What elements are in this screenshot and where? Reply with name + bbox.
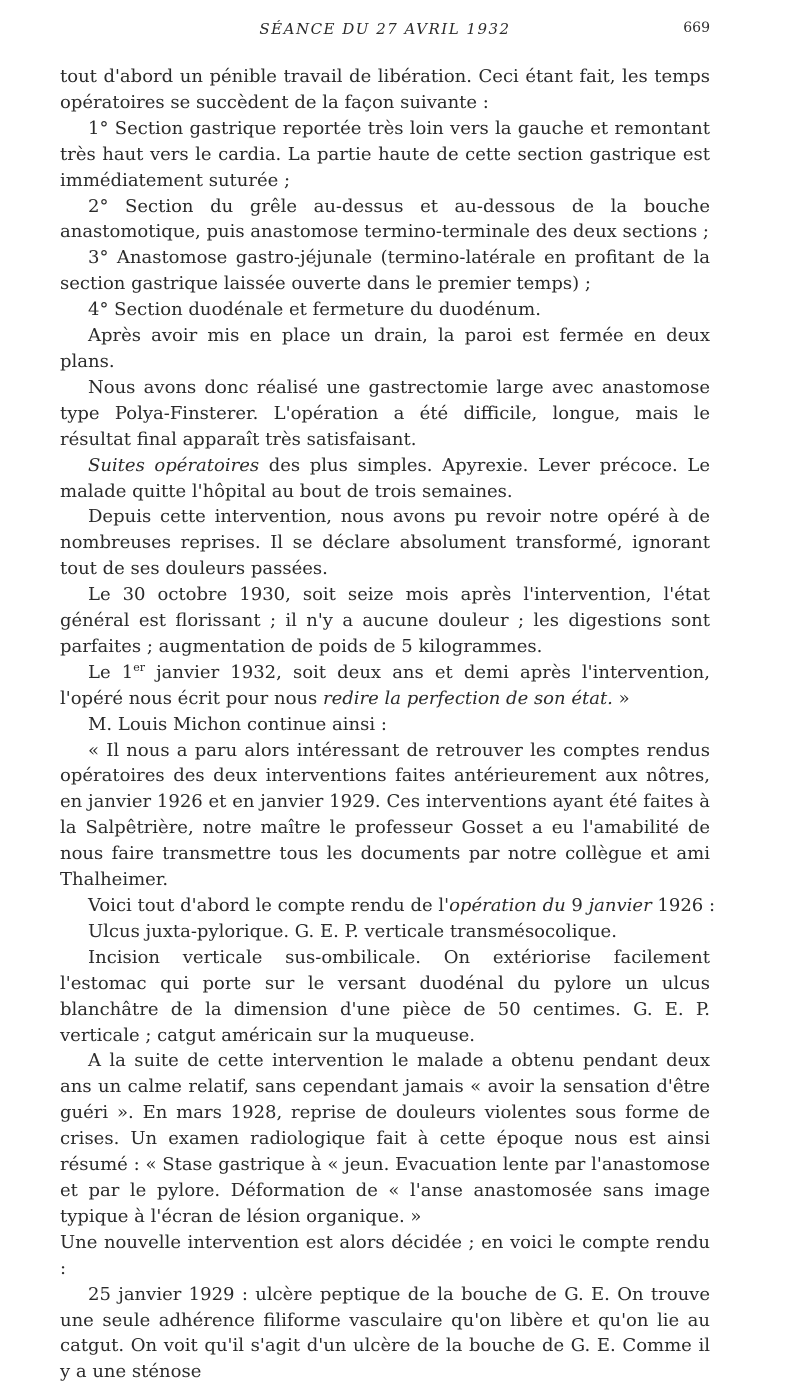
page-header <box>60 20 710 46</box>
paragraph-january-1932 <box>60 660 710 712</box>
paragraph-michon: M. Louis Michon continue ainsi : <box>88 713 387 735</box>
cr-italic: opération du <box>449 895 566 916</box>
paragraph-compte-rendu-1926 <box>60 893 716 919</box>
jan-superscript: er <box>133 660 145 674</box>
paragraph-interest: « Il nous a paru alors intéressant de retrouver les comptes rendus opératoires des deux interventions faites antérieurement aux nôtres, en janvier 1926 et en janvier 1929. Ces interventions ayant été faites à la Salpêtrière, notre maître le professeur Gosset a eu l'amabilité de nous faire transmettre tous les documents par notre collègue et ami Thalheimer. <box>60 739 710 891</box>
paragraph-summary: Nous avons donc réalisé une gastrectomie large avec anastomose type Polya-Finsterer. L'opération a été difficile, longue, mais le résultat final apparaît très satisfaisant. <box>60 376 710 450</box>
paragraph-suites <box>60 453 710 505</box>
jan-italic: redire la perfection de son état. <box>323 687 613 709</box>
paragraph-incision: Incision verticale sus-ombilicale. On extériorise facilement l'estomac qui porte sur le versant duodénal du pylore un ulcus blanchâtre de la dimension d'une pièce de 50 centimes. G. E. P. verticale ; catgut américain sur la muqueuse. <box>60 946 710 1046</box>
paragraph-step-1: 1° Section gastrique reportée très loin vers la gauche et remontant très haut vers le cardia. La partie haute de cette section gastrique est immédiatement suturée ; <box>60 117 710 191</box>
page-number: 669 <box>683 20 710 36</box>
suites-lead: Suites opératoires <box>88 454 260 476</box>
jan-prefix: Le 1 <box>88 661 134 683</box>
paragraph-continuation: tout d'abord un pénible travail de libération. Ceci étant fait, les temps opératoires se succèdent de la façon suivante : <box>60 66 710 113</box>
body-text <box>60 64 716 1385</box>
paragraph-step-2: 2° Section du grêle au-dessus et au-dessous de la bouche anastomotique, puis anastomose termino-terminale des deux sections ; <box>60 195 710 243</box>
jan-text: janvier 1932, soit deux ans et demi après l'intervention, l'opéré nous écrit pour nous <box>60 661 710 709</box>
paragraph-october-1930: Le 30 octobre 1930, soit seize mois après l'intervention, l'état général est florissant ; il n'y a aucune douleur ; les digestions sont parfaites ; augmentation de poids de 5 kilogrammes. <box>60 584 710 657</box>
paragraph-step-4: 4° Section duodénale et fermeture du duodénum. <box>88 299 541 321</box>
paragraph-january-1929: 25 janvier 1929 : ulcère peptique de la bouche de G. E. On trouve une seule adhérence filiforme vasculaire qu'on libère et qu'on lie au catgut. On voit qu'il s'agit d'un ulcère de la bouche de G. E. Comme il y a une sténose <box>60 1283 710 1383</box>
paragraph-suite-intervention: A la suite de cette intervention le malade a obtenu pendant deux ans un calme relatif, sans cependant jamais « avoir la sensation d'être guéri ». En mars 1928, reprise de douleurs violentes sous forme de crises. Un examen radiologique fait à cette époque nous est ainsi résumé : « Stase gastrique à « jeun. Evacuation lente par l'anastomose et par le pylore. Déformation de « l'anse anastomosée sans image typique à l'écran de lésion organique. » <box>60 1050 710 1227</box>
cr-tail-2: 1926 : <box>651 895 716 916</box>
jan-tail: » <box>612 687 630 709</box>
paragraph-step-3: 3° Anastomose gastro-jéjunale (termino-latérale en profitant de la section gastrique laissée ouverte dans le premier temps) ; <box>60 247 710 295</box>
cr-tail: 9 <box>565 895 589 916</box>
cr-text: Voici tout d'abord le compte rendu de l' <box>88 895 450 916</box>
paragraph-followup: Depuis cette intervention, nous avons pu revoir notre opéré à de nombreuses reprises. Il se déclare absolument transformé, ignorant tout de ses douleurs passées. <box>60 506 710 580</box>
paragraph-drain: Après avoir mis en place un drain, la paroi est fermée en deux plans. <box>60 325 710 372</box>
cr-italic-2: janvier <box>588 895 652 916</box>
paragraph-nouvelle-intervention: Une nouvelle intervention est alors décidée ; en voici le compte rendu : <box>60 1231 710 1279</box>
suites-text: des plus simples. Apyrexie. Lever précoce. Le malade quitte l'hôpital au bout de trois semaines. <box>60 454 710 502</box>
paragraph-ulcus: Ulcus juxta-pylorique. G. E. P. verticale transmésocolique. <box>88 920 617 942</box>
running-title: SÉANCE DU 27 AVRIL 1932 <box>259 20 511 38</box>
